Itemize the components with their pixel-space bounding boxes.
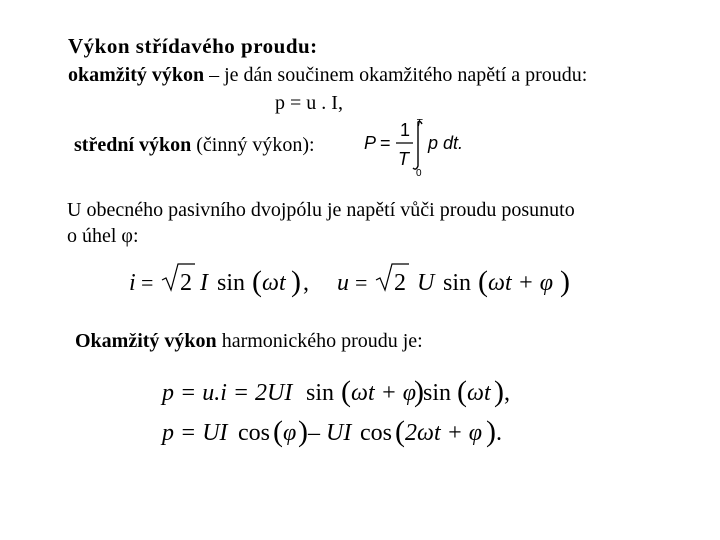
- harmonic-power-term: Okamžitý výkon: [75, 330, 217, 352]
- current-symbol: i: [129, 270, 136, 296]
- instant-power-definition: [68, 64, 587, 87]
- open-paren: (: [273, 415, 283, 448]
- current-voltage-formula: [125, 260, 585, 300]
- close-paren: ): [298, 415, 308, 448]
- close-paren: ): [414, 375, 424, 408]
- power1-end: ,: [504, 380, 510, 406]
- power2-cos1: cos: [238, 420, 270, 446]
- open-paren: (: [395, 415, 405, 448]
- power-formula-1: [160, 372, 520, 412]
- phase-shift-text-line1: U obecného pasivního dvojpólu je napětí vůči proudu posunuto: [67, 199, 575, 221]
- power2-minus-term: – UI: [308, 420, 352, 446]
- open-paren: (: [457, 375, 467, 408]
- power1-sin2: sin: [423, 380, 452, 406]
- open-paren: (: [478, 265, 488, 298]
- mean-power-term: střední výkon: [74, 134, 192, 156]
- harmonic-power-heading: [75, 330, 423, 353]
- current-equals: =: [141, 270, 154, 295]
- current-argument: ωt: [262, 270, 286, 296]
- power-formula-2: [160, 412, 520, 452]
- voltage-amplitude: U: [417, 270, 435, 296]
- current-sqrt-value: 2: [180, 270, 192, 296]
- power1-arg1: ωt + φ: [351, 380, 417, 406]
- power1-arg2: ωt: [467, 380, 491, 406]
- formula-integrand: p dt.: [428, 133, 464, 153]
- formula-denominator: T: [398, 149, 409, 169]
- separator-comma: ,: [303, 270, 309, 296]
- instant-power-text: – je dán součinem okamžitého napětí a proudu:: [204, 64, 588, 86]
- power2-end: .: [496, 420, 502, 446]
- open-paren: (: [341, 375, 351, 408]
- power2-arg1: φ: [283, 420, 297, 446]
- close-paren: ): [486, 415, 496, 448]
- mean-power-text: (činný výkon):: [191, 134, 315, 156]
- instant-power-formula: p = u . I,: [275, 92, 343, 114]
- power2-arg2: 2ωt + φ: [405, 420, 483, 446]
- voltage-equals: =: [355, 270, 368, 295]
- current-sin: sin: [217, 270, 246, 296]
- voltage-argument: ωt + φ: [488, 270, 554, 296]
- power1-sin1: sin: [306, 380, 335, 406]
- phase-shift-text-line2: o úhel φ:: [67, 225, 139, 247]
- voltage-sqrt-value: 2: [394, 270, 406, 296]
- voltage-sin: sin: [443, 270, 472, 296]
- power1-lhs: p = u.i = 2UI: [162, 380, 293, 406]
- power2-cos2: cos: [360, 420, 392, 446]
- formula-numerator: 1: [400, 120, 411, 140]
- instant-power-term: okamžitý výkon: [68, 64, 205, 86]
- integral-upper-limit: T: [416, 118, 423, 129]
- close-paren: ): [494, 375, 504, 408]
- power2-lhs: p = UI: [162, 420, 228, 446]
- close-paren: ): [560, 265, 570, 298]
- formula-lhs: P: [364, 133, 377, 153]
- mean-power-definition: [74, 134, 315, 157]
- mean-power-formula: [360, 116, 480, 180]
- current-amplitude: I: [200, 270, 208, 296]
- integral-lower-limit: 0: [416, 168, 422, 179]
- page-title: Výkon střídavého proudu:: [68, 34, 318, 58]
- harmonic-power-text: harmonického proudu je:: [216, 330, 423, 352]
- formula-equals: =: [380, 133, 391, 153]
- close-paren: ): [291, 265, 301, 298]
- open-paren: (: [252, 265, 262, 298]
- voltage-symbol: u: [337, 270, 349, 296]
